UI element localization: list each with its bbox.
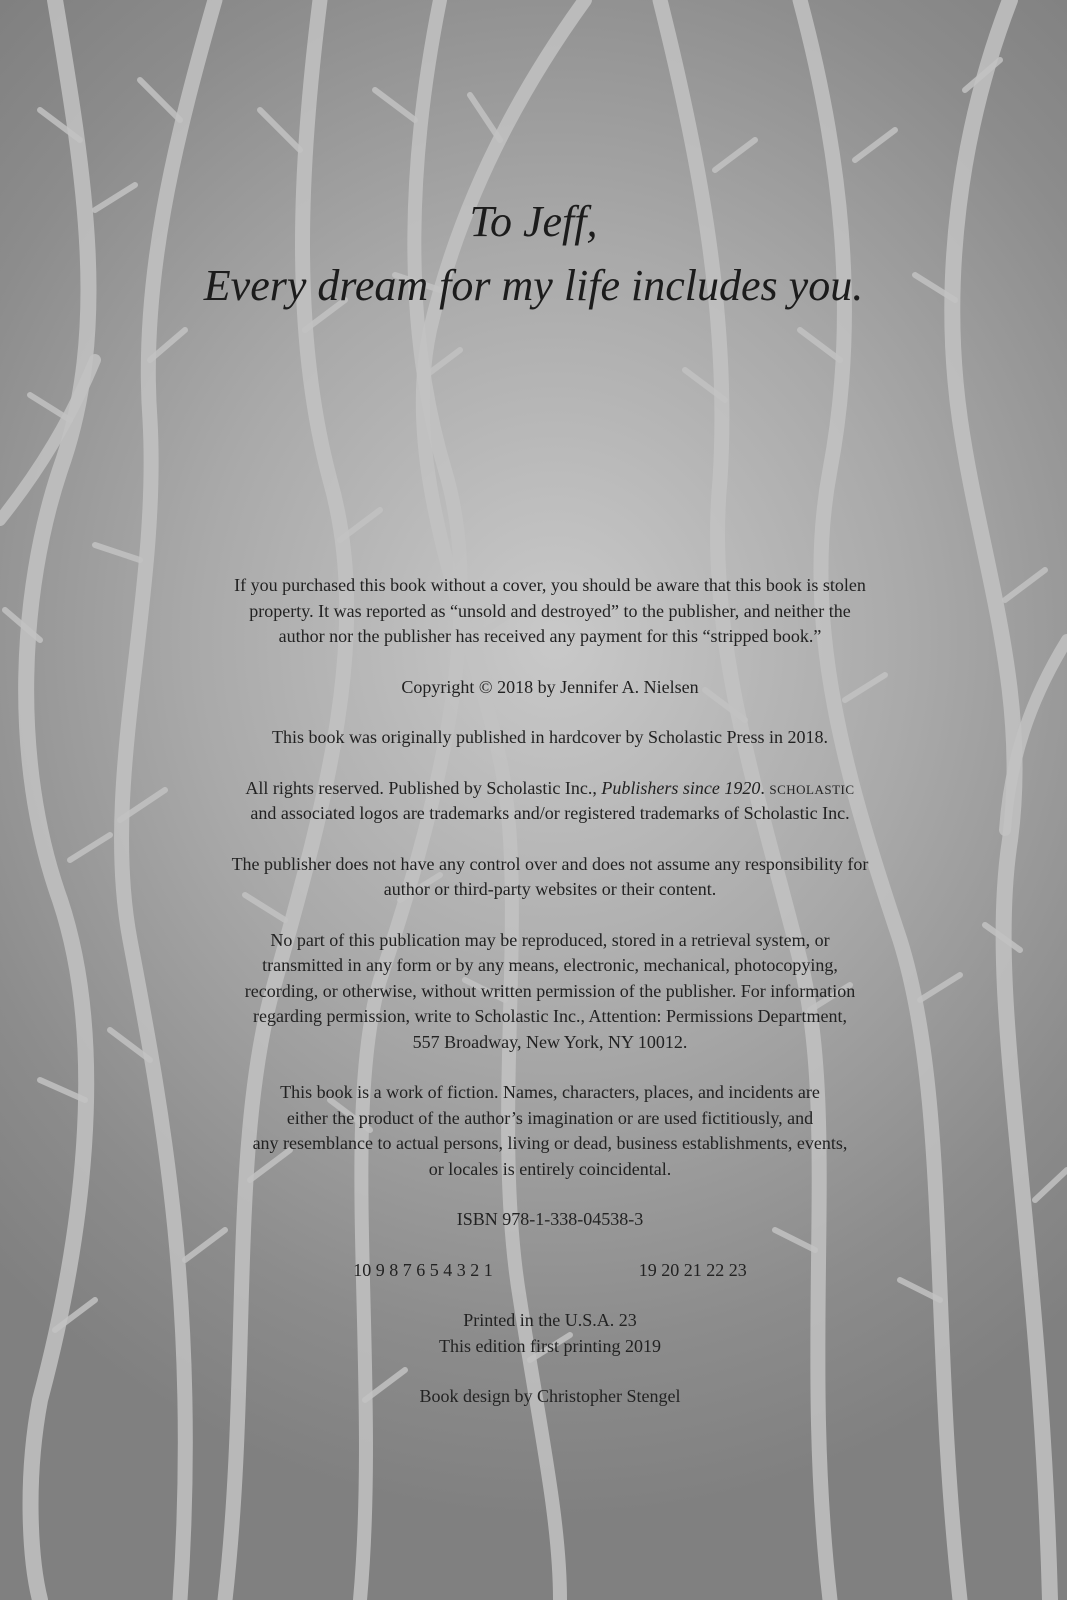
fiction-notice xyxy=(190,1080,910,1182)
thorn xyxy=(855,130,895,160)
printing-line xyxy=(190,1258,910,1284)
thorn xyxy=(470,95,500,140)
thorn xyxy=(375,90,415,120)
thorn xyxy=(70,835,110,860)
printing-years: 19 20 21 22 23 xyxy=(638,1259,747,1280)
thorn xyxy=(30,395,70,420)
fiction-line: or locales is entirely coincidental. xyxy=(428,1158,672,1179)
scholastic-trademark: scholastic xyxy=(769,777,855,798)
thorn xyxy=(715,140,755,170)
rights-punctuation: . xyxy=(760,777,770,798)
publisher-slogan: Publishers since 1920 xyxy=(601,777,761,798)
reproduction-line: transmitted in any form or by any means, electronic, mechanical, photocopying, xyxy=(262,955,838,975)
thorn xyxy=(920,975,960,1000)
reproduction-line: recording, or otherwise, without written permission of the publisher. For information xyxy=(244,980,856,1001)
dedication-line: Every dream for my life includes you. xyxy=(203,261,864,310)
rights-line xyxy=(190,776,910,802)
reproduction-line: regarding permission, write to Scholastic Inc., Attention: Permissions Department, xyxy=(253,1006,847,1026)
thorn xyxy=(1035,1170,1067,1200)
websites-disclaimer xyxy=(190,852,910,903)
original-publication-line: This book was originally published in hardcover by Scholastic Press in 2018. xyxy=(272,727,828,747)
isbn: ISBN 978-1-338-04538-3 xyxy=(456,1209,644,1229)
thorn xyxy=(800,330,840,360)
rights-notice xyxy=(190,776,910,827)
copyright-line: Copyright © 2018 by Jennifer A. Nielsen xyxy=(401,676,699,697)
reproduction-notice xyxy=(190,928,910,1056)
rights-line: and associated logos are trademarks and/or registered trademarks of Scholastic Inc. xyxy=(250,803,850,823)
rights-text: All rights reserved. Published by Scholastic Inc., xyxy=(245,777,602,798)
disclaimer-line: The publisher does not have any control over and does not assume any responsibility for xyxy=(231,853,869,874)
notice-line: If you purchased this book without a cover, you should be aware that this book is stolen xyxy=(234,575,866,595)
thorn xyxy=(140,80,180,120)
thorn xyxy=(260,110,300,150)
fiction-line: either the product of the author’s imagination or are used fictitiously, and xyxy=(286,1107,814,1128)
reproduction-line: 557 Broadway, New York, NY 10012. xyxy=(412,1031,688,1052)
fiction-line: This book is a work of fiction. Names, characters, places, and incidents are xyxy=(280,1082,820,1102)
dedication-line: To Jeff, xyxy=(469,197,598,246)
notice-line: property. It was reported as “unsold and destroyed” to the publisher, and neither the xyxy=(249,600,851,621)
thorn xyxy=(1005,570,1045,600)
notice-line: author nor the publisher has received any payment for this “stripped book.” xyxy=(278,626,822,646)
printing-numbers: 10 9 8 7 6 5 4 3 2 1 xyxy=(353,1259,493,1280)
printing-info xyxy=(190,1308,910,1359)
fiction-line: any resemblance to actual persons, living or dead, business establishments, events, xyxy=(252,1133,848,1153)
copyright-page-text xyxy=(190,573,910,1435)
stripped-book-notice xyxy=(190,573,910,650)
dedication xyxy=(0,190,1067,318)
design-credit: Book design by Christopher Stengel xyxy=(419,1386,681,1406)
thorn xyxy=(95,545,140,560)
edition-line: This edition first printing 2019 xyxy=(439,1335,661,1356)
disclaimer-line: author or third-party websites or their content. xyxy=(383,879,717,899)
printed-in: Printed in the U.S.A. 23 xyxy=(463,1310,637,1330)
reproduction-line: No part of this publication may be reproduced, stored in a retrieval system, or xyxy=(270,929,830,950)
